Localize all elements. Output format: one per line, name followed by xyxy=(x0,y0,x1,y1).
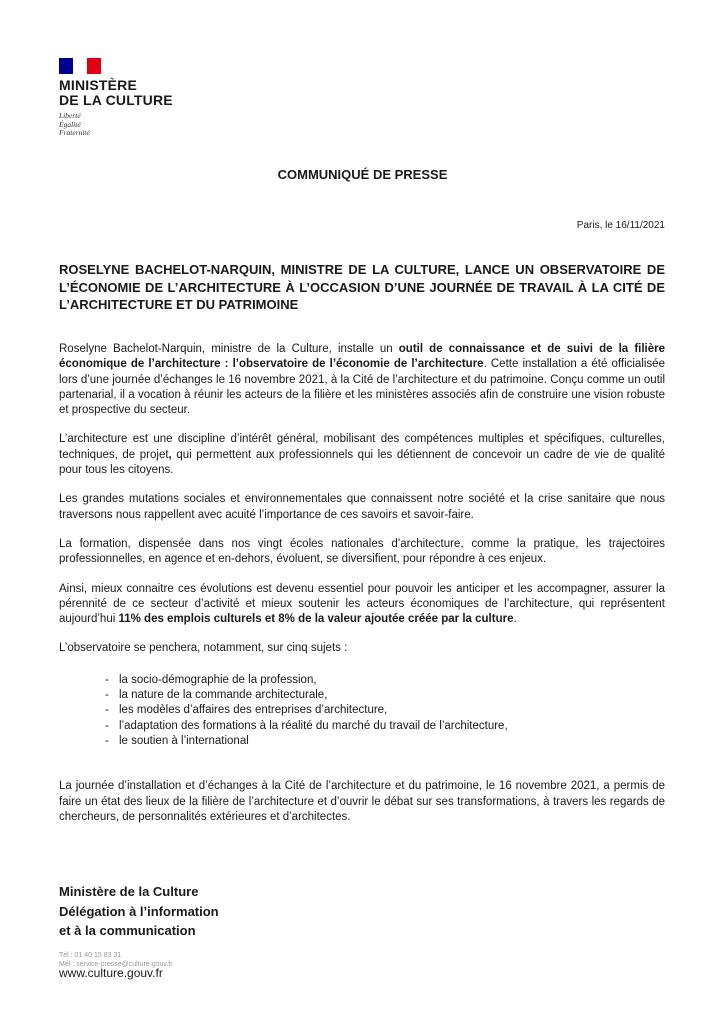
headline: ROSELYNE BACHELOT-NARQUIN, MINISTRE DE LA CULTURE, LANCE UN OBSERVATOIRE DE L’ÉCONOMIE DE L’ARCHITECTURE À L’OCCASION D’UNE JOURNÉE DE TRAVAIL À LA CITÉ DE L’ARCHITECTURE ET DU PATRIMOINE xyxy=(59,262,665,312)
list-dash: - xyxy=(105,719,109,732)
list-item xyxy=(59,673,665,688)
list-item xyxy=(59,688,665,703)
ministry-logo xyxy=(59,58,199,138)
list-dash: - xyxy=(105,673,109,686)
footer-website-link[interactable]: www.culture.gouv.fr xyxy=(59,966,163,980)
press-release-body xyxy=(59,342,665,839)
paragraph-1-rest: . Cette installation a été officialisée lors d’une journée d’échanges le 16 novembre 2021, à la Cité de l’architecture et du patrimoine. Conçu comme un outil partenarial, il a vocation à réunir les acteurs de la filière et les ministères associés afin de construire une vision robuste et prospective du secteur. xyxy=(59,358,665,417)
ministry-name xyxy=(59,78,199,108)
paragraph-5-start: Ainsi, mieux connaitre ces évolutions est devenu essentiel pour pouvoir les anticiper et les accompagner, assurer la pérennité de ce secteur d’activité et mieux soutenir les acteurs économiques de l’architecture, qui représentent aujourd’hui xyxy=(59,582,665,626)
footer-phone: Tél : 01 40 15 83 31 xyxy=(59,952,122,959)
list-dash: - xyxy=(105,689,109,702)
footer-org-line1: Ministère de la Culture xyxy=(59,884,199,899)
flag-red-band xyxy=(87,58,101,74)
flag-blue-band xyxy=(59,58,73,74)
motto-egalite: Égalité xyxy=(59,119,81,129)
paragraph-1-intro: Roselyne Bachelot-Narquin, ministre de la Culture, installe un xyxy=(59,343,399,355)
list-item xyxy=(59,734,665,749)
list-item-text: la socio-démographie de la profession, xyxy=(119,673,317,686)
paragraph-1-emphasis: outil de connaissance et de suivi de la filière économique de l’architecture : l’observatoire de l’économie de l’architecture xyxy=(59,343,665,371)
document-type-title: COMMUNIQUÉ DE PRESSE xyxy=(277,167,448,182)
footer-email[interactable]: Mél : service-presse@culture.gouv.fr xyxy=(59,961,173,968)
topics-list xyxy=(59,673,665,749)
list-item-text: le soutien à l’international xyxy=(119,734,249,747)
paragraph-5 xyxy=(59,582,665,628)
list-dash: - xyxy=(105,734,109,747)
paragraph-2-end: qui permettent aux professionnels qui les détiennent de concevoir un cadre de vie de qualité pour tous les citoyens. xyxy=(59,448,665,477)
paragraph-7: La journée d’installation et d’échanges à la Cité de l’architecture et du patrimoine, le 16 novembre 2021, a permis de faire un état des lieux de la filière de l’architecture et d’ouvrir le débat sur ses transformations, à travers les regards de chercheurs, de personnalités extérieures et d’architectes. xyxy=(59,780,665,823)
dateline: Paris, le 16/11/2021 xyxy=(576,220,665,231)
paragraph-5-end: . xyxy=(513,613,517,626)
list-item-text: les modèles d’affaires des entreprises d’architecture, xyxy=(119,704,388,717)
paragraph-2-start: L’architecture est une discipline d’intérêt général, mobilisant des compétences multiples et spécifiques, culturelles, techniques, de projet xyxy=(59,433,665,461)
french-flag-icon xyxy=(59,58,101,74)
footer-org-line2: Délégation à l’information xyxy=(59,903,219,919)
ministry-name-line1: MINISTÈRE xyxy=(59,77,138,93)
list-item xyxy=(59,703,665,718)
list-item-text: l’adaptation des formations à la réalité du marché du travail de l’architecture, xyxy=(119,719,508,732)
paragraph-2-comma: , xyxy=(168,448,172,461)
paragraph-4: La formation, dispensée dans nos vingt écoles nationales d’architecture, comme la pratique, les trajectoires professionnelles, en agence et en-dehors, évoluent, se diversifient, pour répondre à ces enjeux. xyxy=(59,537,665,566)
ministry-name-line2: DE LA CULTURE xyxy=(59,92,173,108)
flag-white-band xyxy=(73,58,87,74)
motto-fraternite: Fraternité xyxy=(59,128,90,137)
republic-motto xyxy=(59,112,199,138)
footer-org-line3: et à la communication xyxy=(59,923,196,938)
motto-liberte: Liberté xyxy=(59,111,81,120)
list-item xyxy=(59,719,665,734)
list-item-text: la nature de la commande architecturale, xyxy=(119,689,328,702)
paragraph-2 xyxy=(59,432,665,478)
paragraph-5-emphasis: 11% des emplois culturels et 8% de la valeur ajoutée créée par la culture xyxy=(118,613,514,626)
list-dash: - xyxy=(105,704,109,717)
paragraph-3: Les grandes mutations sociales et environnementales que connaissent notre société et la crise sanitaire que nous traversons nous rappellent avec acuité l’importance de ces savoirs et savoir-faire. xyxy=(59,493,665,521)
paragraph-6: L’observatoire se penchera, notamment, sur cinq sujets : xyxy=(59,642,348,655)
footer-organization xyxy=(59,882,219,941)
paragraph-1 xyxy=(59,342,665,418)
